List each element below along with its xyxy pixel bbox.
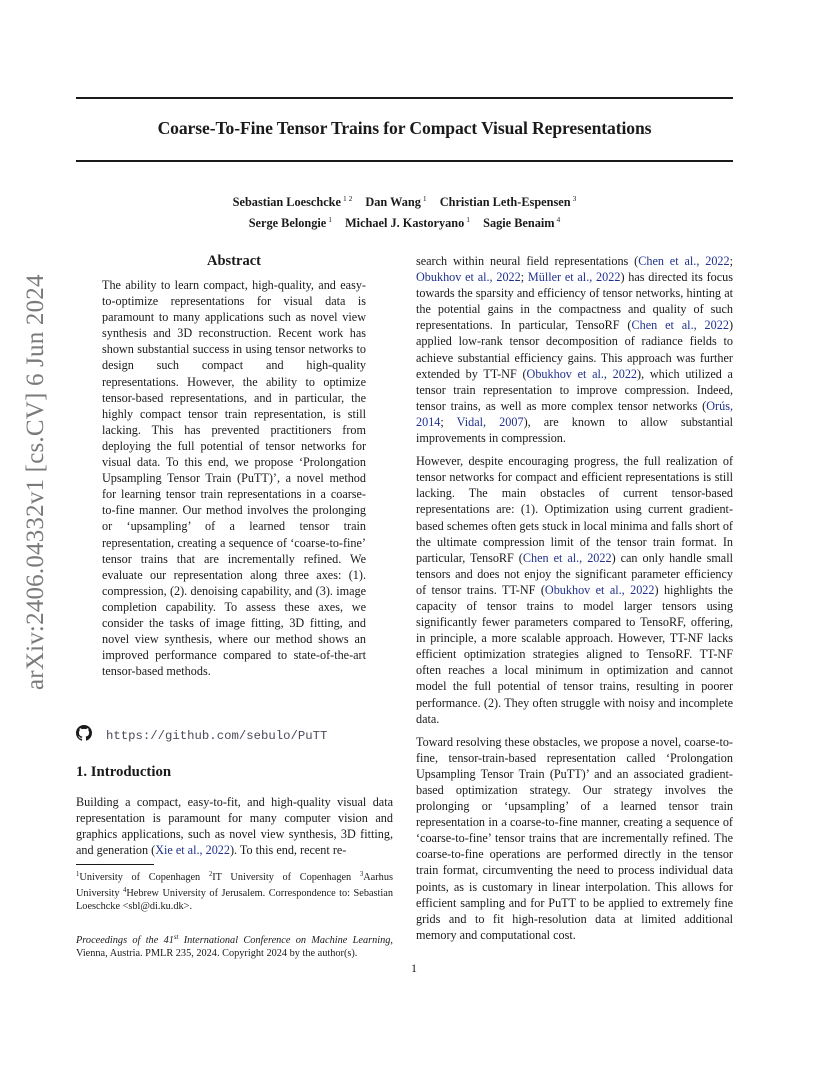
ordinal-suffix: st xyxy=(173,934,179,941)
abstract-body: The ability to learn compact, high-quality, and easy-to-optimize representations for visual data is paramount to many applications such as novel view synthesis and 3D reconstruction. Recent work has shown substantial success in using tensor networks to design such compact and high-quality representations. However, the ability to optimize tensor-based representations, and in particular, the highly compact tensor train representation, is still lacking. This has prevented practitioners from deploying the full potential of tensor networks for visual data. To this end, we propose ‘Prolongation Upsampling Tensor Train (PuTT)’, a novel method for learning tensor train representations in a coarse-to-fine manner. Our method involves the prolonging or ‘upsampling’ of a learned tensor train representation, creating a sequence of ‘coarse-to-fine’ tensor trains that are incrementally refined. We evaluate our representation along three axes: (1). compression, (2). denoising capability, and (3). image completion capability. To assess these axes, we consider the tasks of image fitting, 3D fitting, and novel view synthesis, where our method shows an improved performance compared to state-of-the-art tensor-based methods. xyxy=(102,278,366,679)
author-name: Christian Leth-Espensen xyxy=(439,195,571,209)
affiliation: IT University of Copenhagen xyxy=(212,872,360,883)
body-text: ) highlights the capacity of tensor trains to model larger tensors using significantly fewer parameters compared to TensoRF, offering, in principle, a more scalable approach. However, TT-NF lacks efficient optimization strategies aligned to TensoRF. TT-NF often reaches a local minimum in optimization and cannot model the full potential of tensor trains, resulting in poorer performance. (2). They often struggle with noisy and incomplete data. xyxy=(416,582,733,726)
body-text: Building a compact, easy-to-fit, and high-quality visual data representation is paramount for many computer vision and graphics applications, such as novel view synthesis, 3D fitting, and generation ( xyxy=(76,795,393,858)
footnote-marker: 2 xyxy=(208,871,213,878)
paper-title: Coarse-To-Fine Tensor Trains for Compact Visual Representations xyxy=(157,118,652,138)
citation-link[interactable]: Chen et al., 2022 xyxy=(631,318,729,333)
correspondence: Correspondence to: Sebastian Loeschcke <sbl@di.ku.dk>. xyxy=(76,888,393,913)
author-affiliation: 1 xyxy=(422,194,427,203)
body-text: ) has directed its focus towards the sparsity and efficiency of tensor networks, hinting at the potential gains in the compactness and quality of such representations. In particular, TensoRF ( xyxy=(416,270,733,333)
affiliations-footnote xyxy=(76,868,393,914)
citation-link[interactable]: Müller et al., 2022 xyxy=(527,270,621,285)
citation-link[interactable]: Obukhov et al., 2022 xyxy=(526,366,638,381)
citation-link[interactable]: Vidal, 2007 xyxy=(456,414,524,429)
author-line-1 xyxy=(76,190,733,211)
body-text: ; xyxy=(440,414,457,429)
body-text: ), are known to allow substantial improvements in compression. xyxy=(416,414,733,446)
author-name: Serge Belongie xyxy=(248,216,327,230)
citation-link[interactable]: Orús, 2014 xyxy=(416,398,733,429)
author-line-2 xyxy=(76,211,733,232)
arxiv-stamp: arXiv:2406.04332v1 [cs.CV] 6 Jun 2024 xyxy=(22,274,49,690)
author-affiliation: 1 xyxy=(328,215,332,224)
introduction-heading: 1. Introduction xyxy=(76,764,172,780)
right-column xyxy=(416,253,733,950)
proceedings-venue-rest: International Conference on Machine Learning xyxy=(178,935,391,946)
abstract-heading: Abstract xyxy=(207,253,261,269)
body-text: Toward resolving these obstacles, we propose a novel, coarse-to-fine, tensor-train-based representation called ‘Prolongation Upsampling Tensor Train (PuTT)’ and an associated gradient-based optimization strategy. Our strategy involves the prolonging or ‘upsampling’ of a learned tensor train representation in a coarse-to-fine manner, creating a sequence of ‘coarse-to-fine’ tensor trains that are incrementally refined. The coarse-to-fine operations are performed directly in the tensor train format, circumventing the need to process individual data points, as is customary in linear interpolation. This allows for efficient sampling and for PuTT to be applied to extremely fine grids and to fit high-resolution data at limited additional memory and computational cost. xyxy=(416,734,733,942)
author-affiliation: 3 xyxy=(572,194,577,203)
github-link-row xyxy=(76,725,327,746)
paragraph xyxy=(416,734,733,943)
body-text: search within neural field representations ( xyxy=(416,254,639,268)
author-affiliation: 1 xyxy=(466,215,471,224)
affiliation: University of Copenhagen xyxy=(79,872,209,883)
body-text: ) can only handle small tensors and does not enjoy the significant parameter efficiency of tensor trains. TT-NF ( xyxy=(416,550,733,597)
citation-link[interactable]: Chen et al., 2022 xyxy=(522,550,612,565)
proceedings-note xyxy=(76,931,393,960)
footnote-marker: 1 xyxy=(76,871,80,878)
citation-link[interactable]: Xie et al., 2022 xyxy=(155,843,230,858)
affiliation: Hebrew University of Jerusalem. xyxy=(126,888,269,900)
paragraph xyxy=(416,453,733,727)
title-bottom-rule xyxy=(76,160,733,162)
github-url-link[interactable]: https://github.com/sebulo/PuTT xyxy=(106,728,328,743)
introduction-paragraph xyxy=(76,794,393,858)
citation-link[interactable]: Obukhov et al., 2022 xyxy=(416,270,521,285)
author-affiliation: 4 xyxy=(556,215,561,224)
body-text: ; xyxy=(520,270,528,285)
footnote-rule xyxy=(76,864,154,865)
citation-link[interactable]: Chen et al., 2022 xyxy=(638,254,730,268)
footnote-marker: 3 xyxy=(359,871,364,878)
body-text: ), which utilized a tensor train representation to improve compression. Indeed, tensor trains, as well as more complex tensor networks ( xyxy=(416,366,733,413)
affiliation: Aarhus University xyxy=(76,872,393,900)
author-list xyxy=(76,190,733,232)
paragraph xyxy=(416,253,733,446)
proceedings-venue: Proceedings of the 41 xyxy=(76,935,174,946)
page-number: 1 xyxy=(411,961,417,975)
citation-link[interactable]: Obukhov et al., 2022 xyxy=(544,582,655,597)
author-affiliation: 1 2 xyxy=(342,194,353,203)
github-icon xyxy=(76,725,92,746)
body-text: ). To this end, recent re- xyxy=(230,843,347,858)
body-text: However, despite encouraging progress, the full realization of tensor networks for compact and efficient representations is still lacking. The main obstacles of current tensor-based representations are: (1). Optimization using current gradient-based schemes often gets stuck in local minima and falls short of the ultimate compression limit of the tensor train format. In particular, TensoRF ( xyxy=(416,454,733,565)
proceedings-details: , Vienna, Austria. PMLR 235, 2024. Copyright 2024 by the author(s). xyxy=(76,935,393,960)
author-name: Sebastian Loeschcke xyxy=(232,195,341,209)
top-rule xyxy=(76,97,733,99)
footnote-marker: 4 xyxy=(122,887,127,895)
body-text: ) applied low-rank tensor decomposition of radiance fields to achieve substantial efficiency gains. This approach was further extended by TT-NF ( xyxy=(416,318,733,381)
author-name: Michael J. Kastoryano xyxy=(345,216,465,230)
body-text: ; xyxy=(729,254,733,268)
author-name: Sagie Benaim xyxy=(483,216,555,230)
author-name: Dan Wang xyxy=(365,195,421,209)
